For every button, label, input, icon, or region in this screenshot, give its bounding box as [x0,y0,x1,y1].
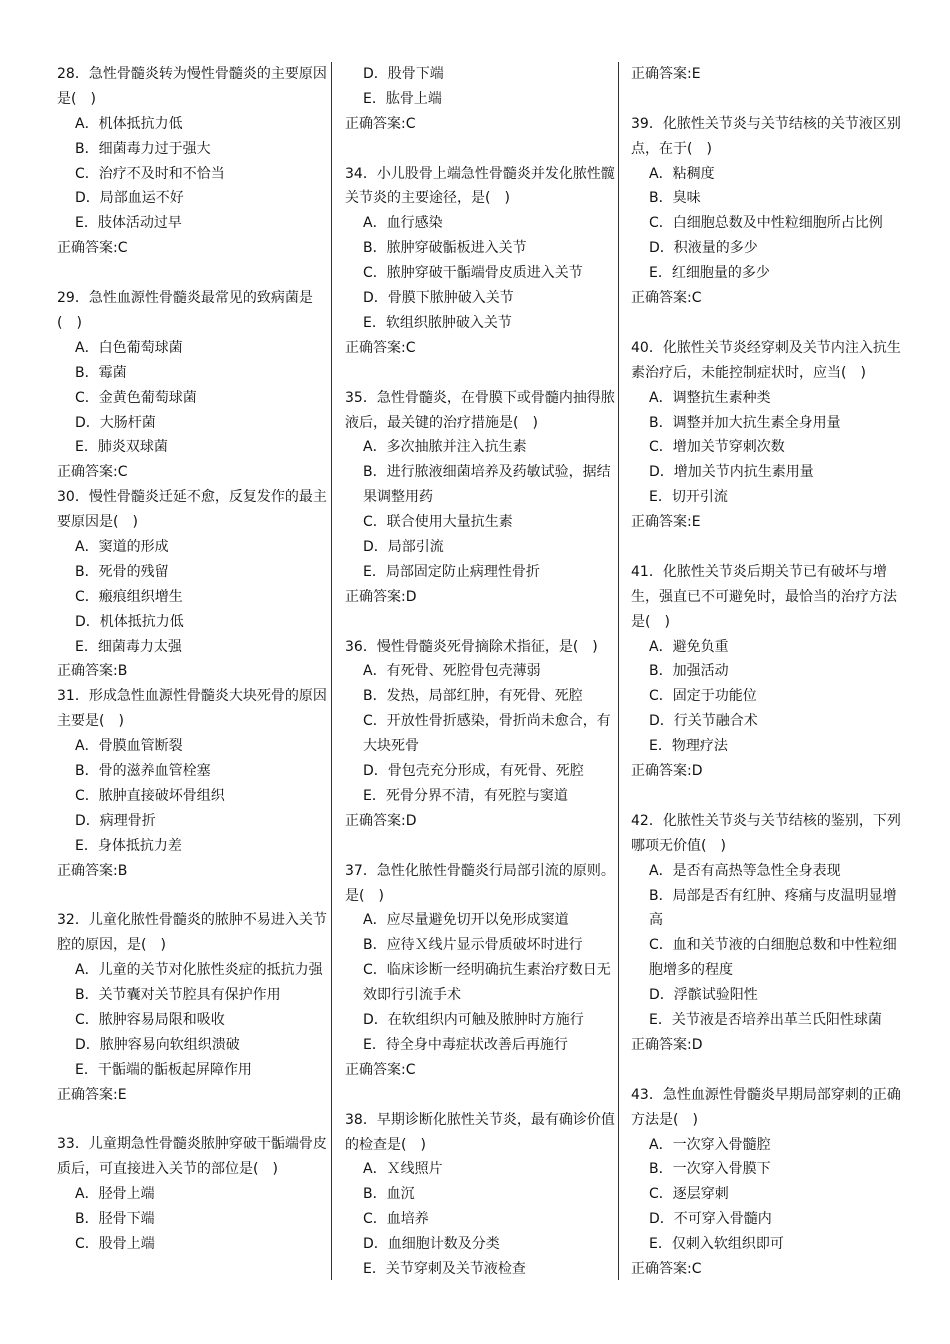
option-text: D．病理骨折 [75,812,156,829]
option-text: A．窦道的形成 [75,539,169,556]
spacer [631,1058,903,1083]
option-text: C．脓肿容易局限和吸收 [75,1012,225,1029]
option-text: D．积液量的多少 [649,240,758,257]
option-text: C．瘢痕组织增生 [75,588,183,605]
answer-text: 正确答案:C [345,115,416,132]
option-text: A．血行感染 [363,215,443,232]
option-text: B．脓肿穿破骺板进入关节 [363,240,527,257]
option-text: E．干骺端的骺板起屏障作用 [75,1061,252,1078]
question-text: 33．儿童期急性骨髓炎脓肿穿破干骺端骨皮质后，可直接进入关节的部位是( ) [57,1136,327,1178]
spacer [631,784,903,809]
question-text: 34．小儿股骨上端急性骨髓炎并发化脓性髋关节炎的主要途径，是( ) [345,165,615,207]
answer-text: 正确答案:D [631,1036,703,1053]
question-text: 36．慢性骨髓炎死骨摘除术指征，是( ) [345,638,598,655]
option-text: B．进行脓液细菌培养及药敏试验，据结果调整用药 [363,464,611,506]
option-text: E．关节液是否培养出革兰氏阳性球菌 [649,1012,882,1029]
question-text: 40．化脓性关节炎经穿刺及关节内注入抗生素治疗后，未能控制症状时，应当( ) [631,339,901,381]
option-text: A．白色葡萄球菌 [75,339,183,356]
option-text: E．红细胞量的多少 [649,265,770,282]
option-text: D．浮髌试验阳性 [649,987,758,1004]
option-text: D．局部引流 [363,539,444,556]
option-text: D．股骨下端 [363,66,444,82]
option-text: E．物理疗法 [649,738,728,755]
answer-text: 正确答案:E [57,1086,127,1103]
option-text: D．不可穿入骨髓内 [649,1211,772,1228]
option-text: C．临床诊断一经明确抗生素治疗数日无效即行引流手术 [363,962,611,1004]
answer-text: 正确答案:C [57,464,128,481]
answer-text: 正确答案:C [345,339,416,356]
option-text: C．逐层穿刺 [649,1186,729,1203]
option-text: B．骨的滋养血管栓塞 [75,763,211,780]
option-text: B．死骨的残留 [75,563,169,580]
column-middle [345,62,617,1282]
option-text: B．血沉 [363,1186,415,1203]
spacer [57,884,329,909]
answer-text: 正确答案:D [345,812,417,829]
answer-text: 正确答案:E [631,514,701,531]
option-text: B．细菌毒力过于强大 [75,140,211,157]
answer-text: 正确答案:D [345,588,417,605]
question-text: 37．急性化脓性骨髓炎行局部引流的原则。是( ) [345,862,615,904]
option-text: C．白细胞总数及中性粒细胞所占比例 [649,215,883,232]
spacer [345,1083,617,1108]
spacer [345,137,617,162]
option-text: B．加强活动 [649,663,729,680]
option-text: A．骨膜血管断裂 [75,738,183,755]
option-text: D．行关节融合术 [649,713,758,730]
option-text: B．臭味 [649,190,701,207]
option-text: D．在软组织内可触及脓肿时方施行 [363,1012,584,1029]
spacer [631,87,903,112]
question-text: 31．形成急性血源性骨髓炎大块死骨的原因主要是( ) [57,688,327,730]
answer-text: 正确答案:D [631,763,703,780]
spacer [631,535,903,560]
option-text: D．局部血运不好 [75,190,184,207]
option-text: C．治疗不及时和不恰当 [75,165,225,182]
option-text: A．有死骨、死腔骨包壳薄弱 [363,663,541,680]
option-text: A．儿童的关节对化脓性炎症的抵抗力强 [75,962,323,979]
option-text: C．增加关节穿刺次数 [649,439,785,456]
question-text: 30．慢性骨髓炎迁延不愈，反复发作的最主要原因是( ) [57,489,327,531]
option-text: D．骨包壳充分形成，有死骨、死腔 [363,763,584,780]
option-text: A．是否有高热等急性全身表现 [649,862,841,879]
column-divider [331,62,332,1280]
option-text: D．机体抵抗力低 [75,613,184,630]
option-text: B．一次穿入骨膜下 [649,1161,771,1178]
option-text: E．肺炎双球菌 [75,439,168,456]
option-text: D．大肠杆菌 [75,414,156,431]
option-text: E．死骨分界不清，有死腔与窦道 [363,787,568,804]
option-text: D．脓肿容易向软组织溃破 [75,1036,240,1053]
answer-text: 正确答案:C [631,1260,702,1277]
option-text: A．一次穿入骨髓腔 [649,1136,771,1153]
option-text: A．调整抗生素种类 [649,389,771,406]
option-text: C．联合使用大量抗生素 [363,514,513,531]
option-text: C．固定于功能位 [649,688,757,705]
option-text: B．应待Ｘ线片显示骨质破坏时进行 [363,937,583,954]
option-text: E．身体抵抗力差 [75,837,182,854]
option-text: E．肱骨上端 [363,90,442,107]
answer-text: 正确答案:C [57,240,128,257]
spacer [57,261,329,286]
question-text: 43．急性血源性骨髓炎早期局部穿刺的正确方法是( ) [631,1086,901,1128]
question-text: 42．化脓性关节炎与关节结核的鉴别，下列哪项无价值( ) [631,812,901,854]
option-text: B．关节囊对关节腔具有保护作用 [75,987,281,1004]
answer-text: 正确答案:B [57,663,128,680]
option-text: C．血和关节液的白细胞总数和中性粒细胞增多的程度 [649,937,897,979]
option-text: C．脓肿直接破坏骨组织 [75,787,225,804]
option-text: E．仅刺入软组织即可 [649,1236,784,1253]
option-text: E．细菌毒力太强 [75,638,182,655]
option-text: E．关节穿刺及关节液检查 [363,1260,526,1277]
spacer [57,1108,329,1133]
option-text: D．血细胞计数及分类 [363,1236,500,1253]
option-text: A．避免负重 [649,638,729,655]
answer-text: 正确答案:B [57,862,128,879]
option-text: C．股骨上端 [75,1236,155,1253]
question-text: 38．早期诊断化脓性关节炎，最有确诊价值的检查是( ) [345,1111,615,1153]
option-text: B．霉菌 [75,364,127,381]
spacer [345,610,617,635]
option-text: E．软组织脓肿破入关节 [363,314,512,331]
option-text: B．调整并加大抗生素全身用量 [649,414,841,431]
question-text: 41．化脓性关节炎后期关节已有破坏与增生，强直已不可避免时，最恰当的治疗方法是( ) [631,563,897,630]
option-text: E．肢体活动过早 [75,215,182,232]
option-text: C．金黄色葡萄球菌 [75,389,197,406]
answer-text: 正确答案:E [631,66,701,82]
answer-text: 正确答案:C [345,1061,416,1078]
option-text: A．机体抵抗力低 [75,115,183,132]
option-text: C．开放性骨折感染，骨折尚未愈合，有大块死骨 [363,713,611,755]
question-text: 28．急性骨髓炎转为慢性骨髓炎的主要原因是( ) [57,66,327,107]
option-text: A．胫骨上端 [75,1186,155,1203]
option-text: C．血培养 [363,1211,429,1228]
question-text: 29．急性血源性骨髓炎最常见的致病菌是( ) [57,290,313,331]
question-text: 32．儿童化脓性骨髓炎的脓肿不易进入关节腔的原因，是( ) [57,912,327,954]
option-text: A．应尽量避免切开以免形成窦道 [363,912,569,929]
column-divider [618,62,619,1280]
option-text: E．局部固定防止病理性骨折 [363,563,540,580]
column-left [57,62,329,1257]
answer-text: 正确答案:C [631,290,702,307]
question-text: 39．化脓性关节炎与关节结核的关节液区别点，在于( ) [631,115,901,157]
option-text: D．骨膜下脓肿破入关节 [363,290,514,307]
option-text: B．局部是否有红肿、疼痛与皮温明显增高 [649,887,897,929]
column-right [631,62,903,1282]
option-text: B．胫骨下端 [75,1211,155,1228]
question-text: 35．急性骨髓炎，在骨膜下或骨髓内抽得脓液后，最关键的治疗措施是( ) [345,389,615,431]
option-text: B．发热，局部红肿，有死骨、死腔 [363,688,583,705]
spacer [345,834,617,859]
option-text: E．切开引流 [649,489,728,506]
option-text: D．增加关节内抗生素用量 [649,464,814,481]
option-text: A．Ｘ线照片 [363,1161,443,1178]
spacer [345,361,617,386]
spacer [631,311,903,336]
option-text: C．脓肿穿破干骺端骨皮质进入关节 [363,265,583,282]
option-text: E．待全身中毒症状改善后再施行 [363,1036,568,1053]
option-text: A．多次抽脓并注入抗生素 [363,439,527,456]
option-text: A．粘稠度 [649,165,715,182]
